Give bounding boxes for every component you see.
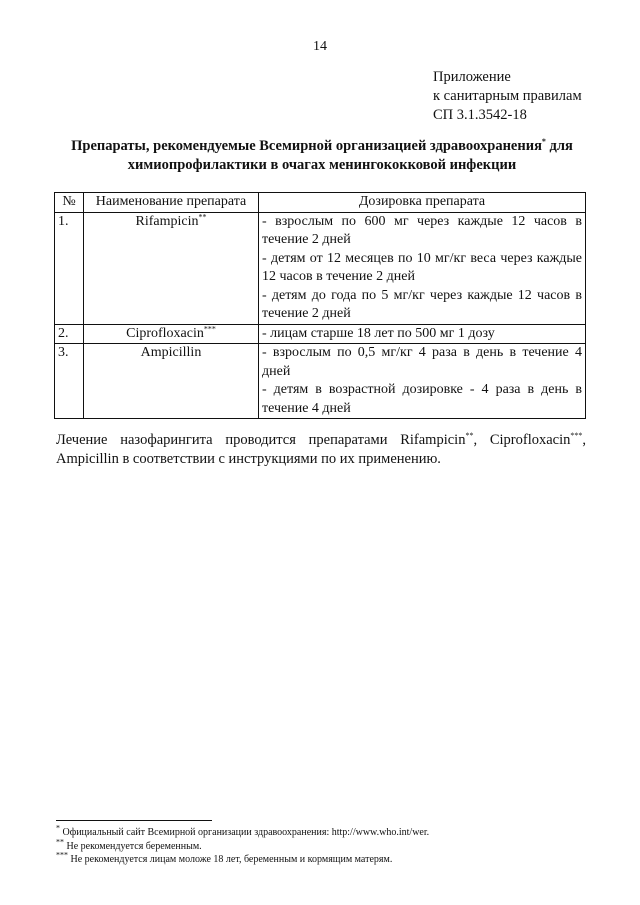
treatment-footnote-mark-2: *** (570, 431, 583, 441)
title-text-part-2: для химиопрофилактики в очагах менингококковой инфекции (127, 138, 573, 173)
footnote-mark: ** (56, 837, 64, 847)
footnote-text: Официальный сайт Всемирной организации здравоохранения: http://www.who.int/wer. (60, 827, 430, 838)
row-number: 2. (55, 324, 84, 344)
row-number: 3. (55, 344, 84, 419)
footnotes (56, 823, 596, 867)
dosage-line: - взрослым по 0,5 мг/кг 4 раза в день в течение 4 дней (262, 345, 582, 379)
appendix-line-3: СП 3.1.3542-18 (433, 107, 527, 123)
drug-name-cell (84, 324, 259, 344)
footnote-item (56, 823, 596, 840)
drug-footnote-mark: *** (203, 323, 216, 333)
header-number: № (55, 193, 84, 213)
dosage-line: - взрослым по 600 мг через каждые 12 часов в течение 2 дней (262, 213, 582, 247)
header-drug-name: Наименование препарата (84, 193, 259, 213)
drug-name: Ampicillin (140, 345, 202, 360)
dosage-line: - детям от 12 месяцев по 10 мг/кг веса через каждые 12 часов в течение 2 дней (262, 250, 582, 284)
footnote-item (56, 850, 596, 867)
appendix-header (433, 68, 582, 125)
footnote-item (56, 837, 596, 854)
treatment-text-part-1: Лечение назофарингита проводится препаратами Rifampicin (56, 432, 466, 448)
document-title (52, 137, 592, 175)
table-header-row (55, 193, 586, 213)
dosage-line: - детям до года по 5 мг/кг через каждые 12 часов в течение 2 дней (262, 287, 582, 321)
table-row (55, 324, 586, 344)
drug-name: Rifampicin (135, 213, 199, 229)
dosage-line: - детям в возрастной дозировке - 4 раза в день в течение 4 дней (262, 382, 582, 416)
header-dosage: Дозировка препарата (259, 193, 586, 213)
drug-name: Ciprofloxacin (126, 325, 204, 341)
drug-footnote-mark: ** (198, 211, 207, 221)
row-number: 1. (55, 212, 84, 324)
drug-name-cell (84, 344, 259, 419)
dosage-cell (259, 212, 586, 324)
footnote-text: Не рекомендуется беременным. (64, 840, 202, 852)
title-footnote-mark: * (541, 137, 546, 147)
page-number: 14 (313, 39, 327, 54)
dosage-cell (259, 324, 586, 344)
treatment-paragraph (56, 431, 586, 469)
footnote-mark: * (56, 823, 60, 833)
treatment-text-part-2: , Ciprofloxacin (473, 432, 571, 448)
footnote-mark: *** (56, 850, 68, 860)
dosage-line: - лицам старше 18 лет по 500 мг 1 дозу (262, 325, 495, 341)
treatment-footnote-mark-1: ** (465, 431, 474, 441)
appendix-line-1: Приложение (433, 69, 511, 85)
drug-name-cell (84, 212, 259, 324)
title-text-part-1: Препараты, рекомендуемые Всемирной организацией здравоохранения (71, 138, 542, 154)
table-row (55, 344, 586, 419)
treatment-text-part-3: , Ampicillin в соответствии с инструкциями по их применению. (56, 432, 586, 467)
footnote-text: Не рекомендуется лицам моложе 18 лет, беременным и кормящим матерям. (68, 854, 393, 865)
footnote-divider (56, 820, 212, 821)
table-row (55, 212, 586, 324)
appendix-line-2: к санитарным правилам (433, 88, 582, 104)
dosage-cell (259, 344, 586, 419)
drugs-table (54, 192, 586, 419)
